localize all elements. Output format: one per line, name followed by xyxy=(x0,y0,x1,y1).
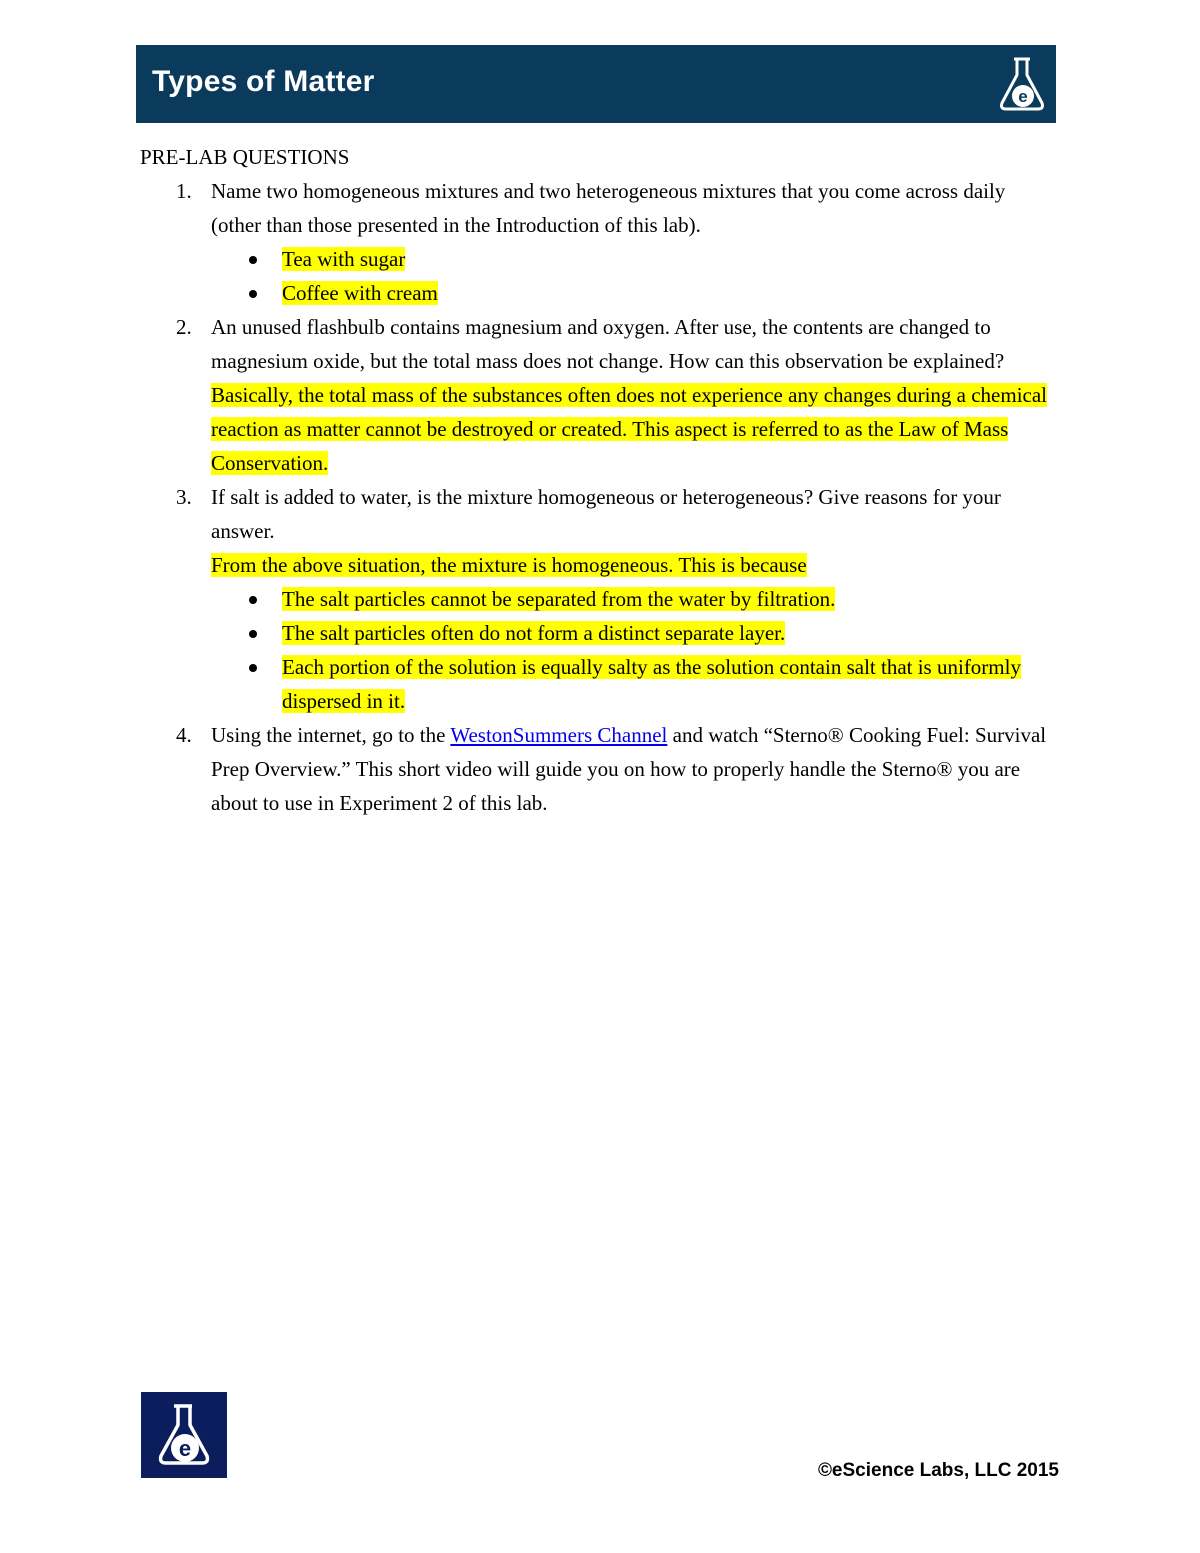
question-item xyxy=(140,174,1060,310)
flask-e-logo-icon xyxy=(141,1392,227,1478)
question-text: Using the internet, go to the xyxy=(211,723,451,747)
westonsummers-channel-link[interactable]: WestonSummers Channel xyxy=(450,723,668,747)
answer-bullet-list xyxy=(211,582,1060,718)
answer-text: The salt particles often do not form a distinct separate layer. xyxy=(282,621,786,645)
question-text: An unused flashbulb contains magnesium and oxygen. After use, the contents are changed to magnesium oxide, but the total mass does not change. How can this observation be explained? xyxy=(211,315,1005,373)
question-number: 4. xyxy=(176,723,192,747)
document-body xyxy=(140,140,1060,820)
bullet-icon xyxy=(249,596,257,604)
answer-bullet xyxy=(211,616,1060,650)
answer-text: Tea with sugar xyxy=(282,247,406,271)
bullet-icon xyxy=(249,256,257,264)
answer-bullet-list xyxy=(211,242,1060,310)
question-text: If salt is added to water, is the mixture homogeneous or heterogeneous? Give reasons for your answer. xyxy=(211,485,1001,543)
page-title: Types of Matter xyxy=(152,65,375,98)
bullet-icon xyxy=(249,664,257,672)
footer-logo xyxy=(141,1392,227,1478)
answer-text: Each portion of the solution is equally salty as the solution contain salt that is uniformly dispersed in it. xyxy=(282,655,1021,713)
question-number: 3. xyxy=(176,485,192,509)
answer-text: From the above situation, the mixture is homogeneous. This is because xyxy=(211,553,807,577)
answer-text: Coffee with cream xyxy=(282,281,438,305)
question-list xyxy=(140,174,1060,820)
bullet-icon xyxy=(249,290,257,298)
answer-bullet xyxy=(211,276,1060,310)
question-item xyxy=(140,718,1060,820)
bullet-icon xyxy=(249,630,257,638)
flask-e-logo-icon xyxy=(996,53,1048,115)
question-text: and watch “Sterno® Cooking Fuel: Survival Prep Overview.” This short video will guide you on how to properly handle the Sterno® you are about to use in Experiment 2 of this lab. xyxy=(211,723,1047,815)
question-item xyxy=(140,480,1060,718)
section-title: PRE-LAB QUESTIONS xyxy=(140,145,350,169)
svg-text:e: e xyxy=(1018,87,1028,106)
question-number: 1. xyxy=(176,179,192,203)
answer-text: The salt particles cannot be separated from the water by filtration. xyxy=(282,587,836,611)
header-bar xyxy=(136,45,1056,123)
question-number: 2. xyxy=(176,315,192,339)
answer-bullet xyxy=(211,582,1060,616)
answer-bullet xyxy=(211,650,1060,718)
question-item xyxy=(140,310,1060,480)
svg-text:e: e xyxy=(178,1436,192,1461)
copyright-text: ©eScience Labs, LLC 2015 xyxy=(817,1460,1059,1481)
question-text: Name two homogeneous mixtures and two heterogeneous mixtures that you come across daily (other than those presented in the Introduction of this lab). xyxy=(211,179,1006,237)
answer-text: Basically, the total mass of the substances often does not experience any changes during a chemical reaction as matter cannot be destroyed or created. This aspect is referred to as the Law of Mass Conservation. xyxy=(211,383,1048,475)
answer-bullet xyxy=(211,242,1060,276)
